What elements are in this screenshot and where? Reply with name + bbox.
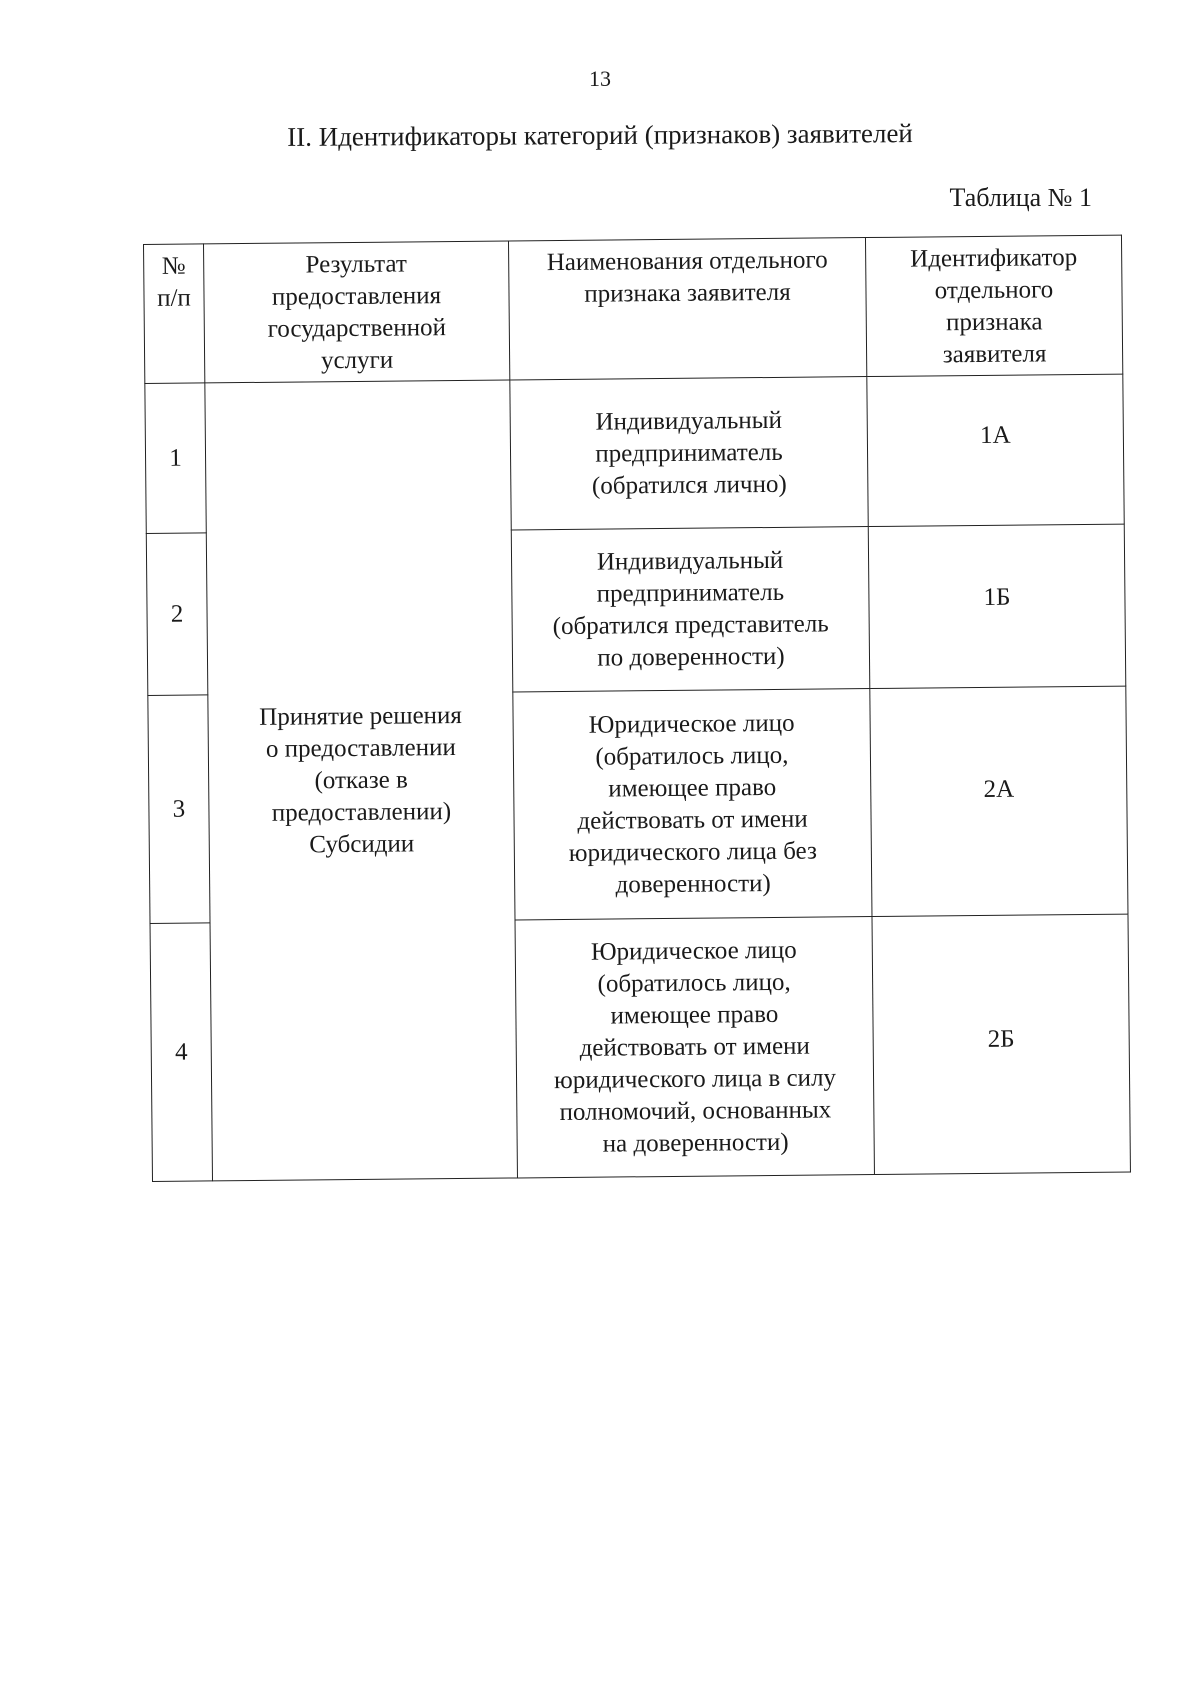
row-name: Юридическое лицо (обратилось лицо, имеющее право действовать от имени юридического лица без доверенности) <box>568 709 817 898</box>
row-num-cell <box>150 923 212 1182</box>
row-name-cell <box>515 917 874 1178</box>
row-num-cell <box>145 383 206 534</box>
header-name-text: Наименования отдельного признака заявителя <box>546 246 828 308</box>
row-id-cell <box>870 686 1128 916</box>
row-id: 2Б <box>987 1025 1015 1053</box>
table-container <box>143 235 1130 1182</box>
row-id: 1Б <box>983 583 1011 611</box>
row-name: Индивидуальный предприниматель (обратился представитель по доверенности) <box>552 546 829 672</box>
row-name-cell <box>513 689 872 920</box>
header-num-text: № п/п <box>157 252 192 312</box>
row-num: 4 <box>174 1038 188 1066</box>
row-id-cell <box>872 914 1130 1174</box>
row-id-cell <box>867 374 1124 526</box>
row-num: 3 <box>172 795 186 823</box>
result-merged-cell <box>205 380 518 1181</box>
row-name: Юридическое лицо (обратилось лицо, имеющее право действовать от имени юридического лица в силу полномочий, основанных на доверенности) <box>553 936 837 1158</box>
row-name-cell <box>510 377 868 530</box>
row-name-cell <box>511 527 870 692</box>
header-result-text: Результат предоставления государственной услуги <box>267 250 447 375</box>
header-name <box>508 238 866 380</box>
table-row <box>145 374 1124 533</box>
applicant-categories-table <box>143 235 1131 1182</box>
table-caption: Таблица № 1 <box>949 183 1092 212</box>
page-number: 13 <box>589 66 611 91</box>
row-id: 1А <box>979 421 1011 449</box>
table-header-row <box>144 235 1123 383</box>
row-id-cell <box>868 524 1126 688</box>
header-num <box>144 244 205 384</box>
section-title: II. Идентификаторы категорий (признаков) заявителей <box>287 118 913 152</box>
row-num: 1 <box>169 444 182 472</box>
row-id: 2А <box>983 775 1015 803</box>
result-text: Принятие решения о предоставлении (отказе в предоставлении) Субсидии <box>259 701 462 858</box>
row-num-cell <box>146 533 208 696</box>
row-num: 2 <box>170 600 184 628</box>
header-result <box>204 241 510 383</box>
header-id-text: Идентификатор отдельного признака заявителя <box>910 244 1078 369</box>
row-name: Индивидуальный предприниматель (обратился лично) <box>591 406 787 500</box>
header-id <box>865 235 1122 376</box>
row-num-cell <box>148 695 210 924</box>
